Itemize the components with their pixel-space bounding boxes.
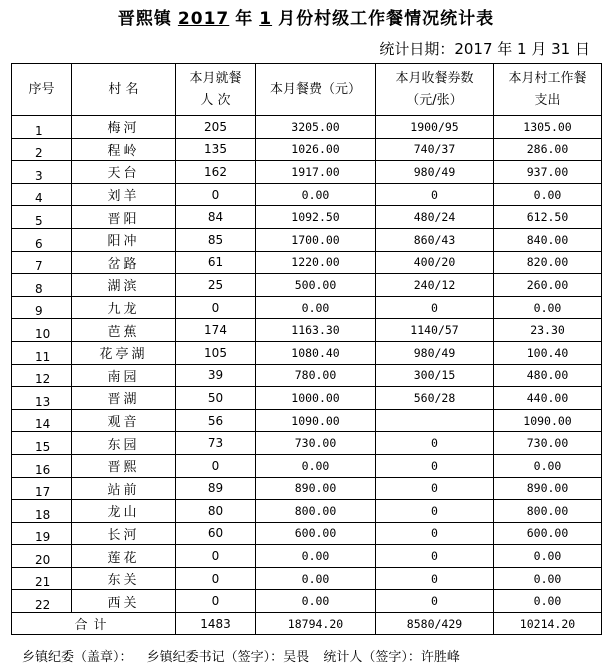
table-row (12, 522, 602, 545)
vouchers: 740/37 (376, 138, 494, 161)
diners-count: 56 (176, 409, 256, 432)
title-suffix: 月份村级工作餐情况统计表 (278, 9, 495, 29)
diners-count: 50 (176, 387, 256, 410)
vouchers: 480/24 (376, 206, 494, 229)
expense: 820.00 (494, 251, 602, 274)
row-index: 20 (12, 545, 72, 568)
meal-statistics-table (11, 63, 602, 635)
row-index: 10 (12, 319, 72, 342)
village-name: 梅河 (72, 116, 176, 139)
village-name: 晋湖 (72, 387, 176, 410)
diners-count: 174 (176, 319, 256, 342)
vouchers: 400/20 (376, 251, 494, 274)
diners-count: 85 (176, 228, 256, 251)
table-row (12, 341, 602, 364)
header-vouchers-line2: （元/张） (406, 92, 463, 108)
village-name: 晋熙 (72, 454, 176, 477)
diners-count: 61 (176, 251, 256, 274)
meal-cost: 0.00 (256, 183, 376, 206)
village-name: 莲花 (72, 545, 176, 568)
diners-count: 0 (176, 545, 256, 568)
expense: 100.40 (494, 341, 602, 364)
table-row (12, 545, 602, 568)
village-name: 阳冲 (72, 228, 176, 251)
header-index: 序号 (12, 64, 72, 116)
vouchers: 0 (376, 522, 494, 545)
village-name: 南园 (72, 364, 176, 387)
row-index: 1 (12, 116, 72, 139)
row-index: 15 (12, 432, 72, 455)
meal-cost: 0.00 (256, 545, 376, 568)
vouchers: 560/28 (376, 387, 494, 410)
row-index: 14 (12, 409, 72, 432)
table-row (12, 161, 602, 184)
table-row (12, 387, 602, 410)
meal-cost: 800.00 (256, 500, 376, 523)
expense: 0.00 (494, 183, 602, 206)
vouchers: 1900/95 (376, 116, 494, 139)
header-meal-cost: 本月餐费（元） (256, 64, 376, 116)
meal-cost: 0.00 (256, 454, 376, 477)
village-name: 刘羊 (72, 183, 176, 206)
signature-footer (22, 646, 470, 665)
header-row (12, 64, 602, 116)
meal-cost: 1026.00 (256, 138, 376, 161)
expense: 0.00 (494, 567, 602, 590)
expense: 286.00 (494, 138, 602, 161)
vouchers: 0 (376, 567, 494, 590)
expense: 440.00 (494, 387, 602, 410)
table-row (12, 590, 602, 613)
diners-count: 25 (176, 274, 256, 297)
diners-count: 162 (176, 161, 256, 184)
village-name: 程岭 (72, 138, 176, 161)
row-index: 21 (12, 567, 72, 590)
total-vouchers: 8580/429 (376, 613, 494, 635)
village-name: 观音 (72, 409, 176, 432)
meal-cost: 3205.00 (256, 116, 376, 139)
vouchers: 980/49 (376, 341, 494, 364)
expense: 612.50 (494, 206, 602, 229)
expense: 730.00 (494, 432, 602, 455)
table-row (12, 296, 602, 319)
header-expense-line1: 本月村工作餐 (508, 70, 587, 86)
footer-discipline-committee: 乡镇纪委（盖章）： (22, 650, 133, 665)
vouchers: 240/12 (376, 274, 494, 297)
expense: 937.00 (494, 161, 602, 184)
table-row (12, 364, 602, 387)
table-row (12, 206, 602, 229)
meal-cost: 1080.40 (256, 341, 376, 364)
title-year: 2017 (177, 9, 230, 29)
expense: 480.00 (494, 364, 602, 387)
title-year-char: 年 (235, 9, 254, 29)
expense: 0.00 (494, 590, 602, 613)
diners-count: 73 (176, 432, 256, 455)
meal-cost: 780.00 (256, 364, 376, 387)
meal-cost: 730.00 (256, 432, 376, 455)
expense: 890.00 (494, 477, 602, 500)
village-name: 晋阳 (72, 206, 176, 229)
village-name: 芭蕉 (72, 319, 176, 342)
expense: 260.00 (494, 274, 602, 297)
meal-cost: 1700.00 (256, 228, 376, 251)
vouchers: 0 (376, 454, 494, 477)
footer-statistician: 统计人（签字）：许胜峰 (323, 650, 460, 665)
table-row (12, 454, 602, 477)
expense: 0.00 (494, 545, 602, 568)
village-name: 东园 (72, 432, 176, 455)
village-name: 长河 (72, 522, 176, 545)
diners-count: 205 (176, 116, 256, 139)
diners-count: 135 (176, 138, 256, 161)
row-index: 12 (12, 364, 72, 387)
expense: 840.00 (494, 228, 602, 251)
village-name: 站前 (72, 477, 176, 500)
title-month: 1 (259, 9, 273, 29)
row-index: 4 (12, 183, 72, 206)
header-vouchers-line1: 本月收餐券数 (395, 70, 474, 86)
row-index: 7 (12, 251, 72, 274)
vouchers: 1140/57 (376, 319, 494, 342)
table-row (12, 500, 602, 523)
village-name: 天台 (72, 161, 176, 184)
expense: 0.00 (494, 296, 602, 319)
vouchers (376, 409, 494, 432)
meal-cost: 0.00 (256, 590, 376, 613)
table-row (12, 567, 602, 590)
vouchers: 0 (376, 432, 494, 455)
table-row (12, 138, 602, 161)
vouchers: 0 (376, 500, 494, 523)
table-row (12, 183, 602, 206)
vouchers: 0 (376, 296, 494, 319)
diners-count: 0 (176, 590, 256, 613)
village-name: 岔路 (72, 251, 176, 274)
row-index: 11 (12, 341, 72, 364)
table-row (12, 251, 602, 274)
vouchers: 0 (376, 183, 494, 206)
row-index: 9 (12, 296, 72, 319)
expense: 600.00 (494, 522, 602, 545)
table-row (12, 409, 602, 432)
row-index: 17 (12, 477, 72, 500)
row-index: 2 (12, 138, 72, 161)
header-expense-line2: 支出 (534, 92, 561, 108)
diners-count: 0 (176, 454, 256, 477)
row-index: 13 (12, 387, 72, 410)
total-row (12, 613, 602, 635)
row-index: 19 (12, 522, 72, 545)
row-index: 6 (12, 228, 72, 251)
header-diners-line2: 人 次 (200, 92, 231, 108)
footer-secretary: 乡镇纪委书记（签字）：吴畏 (146, 650, 310, 665)
row-index: 8 (12, 274, 72, 297)
diners-count: 84 (176, 206, 256, 229)
meal-cost: 1090.00 (256, 409, 376, 432)
vouchers: 300/15 (376, 364, 494, 387)
village-name: 西关 (72, 590, 176, 613)
expense: 1305.00 (494, 116, 602, 139)
header-diners-line1: 本月就餐 (189, 70, 242, 86)
title-town: 晋熙镇 (117, 9, 172, 29)
header-village: 村 名 (72, 64, 176, 116)
meal-cost: 890.00 (256, 477, 376, 500)
vouchers: 0 (376, 590, 494, 613)
diners-count: 89 (176, 477, 256, 500)
vouchers: 980/49 (376, 161, 494, 184)
meal-cost: 500.00 (256, 274, 376, 297)
row-index: 3 (12, 161, 72, 184)
total-label: 合计 (12, 613, 176, 635)
expense: 1090.00 (494, 409, 602, 432)
diners-count: 39 (176, 364, 256, 387)
meal-cost: 1917.00 (256, 161, 376, 184)
diners-count: 0 (176, 183, 256, 206)
row-index: 16 (12, 454, 72, 477)
table-row (12, 228, 602, 251)
table-row (12, 477, 602, 500)
village-name: 湖滨 (72, 274, 176, 297)
village-name: 九龙 (72, 296, 176, 319)
diners-count: 0 (176, 567, 256, 590)
total-cost: 18794.20 (256, 613, 376, 635)
header-expense (494, 64, 602, 116)
row-index: 5 (12, 206, 72, 229)
table-row (12, 432, 602, 455)
meal-cost: 0.00 (256, 296, 376, 319)
vouchers: 0 (376, 477, 494, 500)
row-index: 18 (12, 500, 72, 523)
meal-cost: 1092.50 (256, 206, 376, 229)
meal-cost: 1000.00 (256, 387, 376, 410)
meal-cost: 1163.30 (256, 319, 376, 342)
village-name: 花亭湖 (72, 341, 176, 364)
table-row (12, 274, 602, 297)
vouchers: 860/43 (376, 228, 494, 251)
expense: 23.30 (494, 319, 602, 342)
diners-count: 0 (176, 296, 256, 319)
vouchers: 0 (376, 545, 494, 568)
village-name: 东关 (72, 567, 176, 590)
table-row (12, 116, 602, 139)
table-row (12, 319, 602, 342)
row-index: 22 (12, 590, 72, 613)
meal-cost: 0.00 (256, 567, 376, 590)
meal-cost: 600.00 (256, 522, 376, 545)
meal-cost: 1220.00 (256, 251, 376, 274)
header-vouchers (376, 64, 494, 116)
diners-count: 105 (176, 341, 256, 364)
expense: 0.00 (494, 454, 602, 477)
document-title (0, 4, 612, 29)
total-expense: 10214.20 (494, 613, 602, 635)
expense: 800.00 (494, 500, 602, 523)
diners-count: 60 (176, 522, 256, 545)
total-diners: 1483 (176, 613, 256, 635)
village-name: 龙山 (72, 500, 176, 523)
diners-count: 80 (176, 500, 256, 523)
header-diners (176, 64, 256, 116)
statistics-date: 统计日期：2017 年 1 月 31 日 (379, 40, 590, 58)
